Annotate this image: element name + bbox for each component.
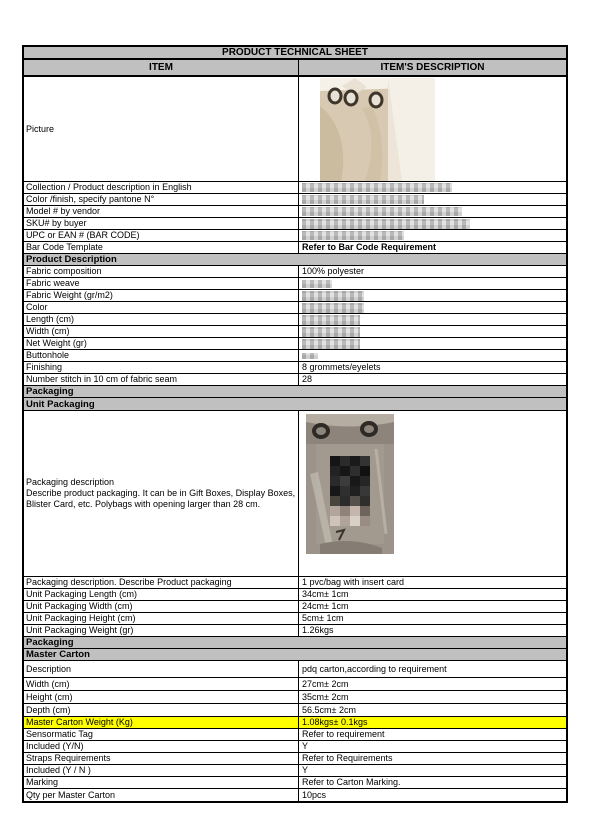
field-value-cell bbox=[299, 589, 566, 600]
field-label: Unit Packaging Height (cm) bbox=[24, 613, 299, 624]
field-value: 27cm± 2cm bbox=[302, 678, 349, 689]
field-value-cell bbox=[299, 218, 566, 229]
field-value-cell bbox=[299, 182, 566, 193]
field-value: 1.08kgs± 0.1kgs bbox=[302, 717, 368, 727]
field-label: Straps Requirements bbox=[24, 753, 299, 764]
section-packaging-1 bbox=[24, 386, 566, 398]
field-value-cell bbox=[299, 278, 566, 289]
model-row bbox=[24, 206, 566, 218]
field-value: Refer to Requirements bbox=[302, 753, 393, 763]
sheet-title: PRODUCT TECHNICAL SHEET bbox=[222, 47, 368, 58]
field-label: Included (Y / N ) bbox=[24, 765, 299, 776]
field-label: Unit Packaging Width (cm) bbox=[24, 601, 299, 612]
field-value-cell bbox=[299, 717, 566, 728]
field-label: Width (cm) bbox=[24, 678, 299, 690]
field-value-cell bbox=[299, 77, 566, 181]
field-label: Sensormatic Tag bbox=[24, 729, 299, 740]
field-label: Length (cm) bbox=[24, 314, 299, 325]
section-packaging-2 bbox=[24, 637, 566, 649]
field-value-cell bbox=[299, 362, 566, 373]
field-label: Color /finish, specify pantone N° bbox=[24, 194, 299, 205]
section-label: Master Carton bbox=[26, 649, 90, 660]
field-value-cell bbox=[299, 741, 566, 752]
field-value-cell bbox=[299, 789, 566, 801]
included-1-row bbox=[24, 741, 566, 753]
packaging-photo bbox=[306, 414, 394, 554]
fabric-weight-row bbox=[24, 290, 566, 302]
redacted-value-block bbox=[302, 339, 360, 349]
field-label: Master Carton Weight (Kg) bbox=[24, 717, 299, 728]
fabric-weave-row bbox=[24, 278, 566, 290]
redacted-value-block bbox=[302, 303, 364, 313]
width-row bbox=[24, 326, 566, 338]
field-label: Fabric composition bbox=[24, 266, 299, 277]
field-label: Qty per Master Carton bbox=[24, 789, 299, 801]
length-row bbox=[24, 314, 566, 326]
field-label: Fabric weave bbox=[24, 278, 299, 289]
field-label: Depth (cm) bbox=[24, 704, 299, 716]
field-label bbox=[24, 411, 299, 576]
field-label: Net Weight (gr) bbox=[24, 338, 299, 349]
field-value: Y bbox=[302, 741, 309, 751]
field-value-cell bbox=[299, 374, 566, 385]
net-weight-row bbox=[24, 338, 566, 350]
field-value-cell bbox=[299, 777, 566, 788]
field-label: Collection / Product description in English bbox=[24, 182, 299, 193]
redacted-value-block bbox=[302, 219, 470, 229]
field-value: 34cm± 1cm bbox=[302, 589, 349, 599]
field-value: 1 pvc/bag with insert card bbox=[302, 577, 405, 587]
redacted-value-block bbox=[302, 353, 318, 359]
field-label-line: Packaging description bbox=[26, 477, 115, 487]
barcode-template-row bbox=[24, 242, 566, 254]
field-value-cell bbox=[299, 266, 566, 277]
field-value-cell bbox=[299, 765, 566, 776]
field-label: Unit Packaging Weight (gr) bbox=[24, 625, 299, 636]
field-value-cell bbox=[299, 691, 566, 703]
field-value-cell bbox=[299, 678, 566, 690]
field-label-lines bbox=[26, 477, 296, 510]
mc-description-row bbox=[24, 661, 566, 678]
field-label: Fabric Weight (gr/m2) bbox=[24, 290, 299, 301]
mc-width-row bbox=[24, 678, 566, 691]
field-label: Description bbox=[24, 661, 299, 677]
sheet-title-row bbox=[24, 47, 566, 60]
column-header-row bbox=[24, 60, 566, 77]
field-label: Width (cm) bbox=[24, 326, 299, 337]
section-label: Product Description bbox=[26, 254, 117, 265]
field-label: Unit Packaging Length (cm) bbox=[24, 589, 299, 600]
field-label: Buttonhole bbox=[24, 350, 299, 361]
field-value-cell bbox=[299, 661, 566, 677]
section-product-description bbox=[24, 254, 566, 266]
redacted-value-block bbox=[302, 195, 424, 204]
mc-height-row bbox=[24, 691, 566, 704]
color-finish-row bbox=[24, 194, 566, 206]
field-value: 100% polyester bbox=[302, 266, 365, 276]
picture-row bbox=[24, 77, 566, 182]
field-value: 8 grommets/eyelets bbox=[302, 362, 381, 372]
product-technical-sheet-table bbox=[22, 45, 568, 803]
unit-length-row bbox=[24, 589, 566, 601]
section-label: Packaging bbox=[26, 386, 74, 397]
column-header-item: ITEM bbox=[24, 60, 299, 75]
field-value: pdq carton,according to requirement bbox=[302, 663, 447, 674]
field-value: 5cm± 1cm bbox=[302, 613, 344, 623]
field-value: Refer to requirement bbox=[302, 729, 385, 739]
unit-width-row bbox=[24, 601, 566, 613]
unit-height-row bbox=[24, 613, 566, 625]
field-value: Y bbox=[302, 765, 309, 775]
upc-row bbox=[24, 230, 566, 242]
field-label: SKU# by buyer bbox=[24, 218, 299, 229]
field-value: Refer to Carton Marking. bbox=[302, 777, 401, 787]
stitch-count-row bbox=[24, 374, 566, 386]
field-value-cell bbox=[299, 290, 566, 301]
field-value: 28 bbox=[302, 374, 313, 384]
field-value: 56.5cm± 2cm bbox=[302, 704, 356, 715]
field-value-cell bbox=[299, 314, 566, 325]
qty-row bbox=[24, 789, 566, 801]
field-label: Finishing bbox=[24, 362, 299, 373]
field-label: Color bbox=[24, 302, 299, 313]
field-value-cell bbox=[299, 350, 566, 361]
pixelated-insert-card bbox=[330, 456, 370, 526]
section-label: Packaging bbox=[26, 637, 74, 648]
field-value-cell bbox=[299, 242, 566, 253]
field-label: Packaging description. Describe Product packaging bbox=[24, 577, 299, 588]
field-label-line: Describe product packaging. It can be in Gift Boxes, Display Boxes, Blister Card, etc. Polybags with opening larger than 28 cm. bbox=[26, 488, 296, 509]
included-2-row bbox=[24, 765, 566, 777]
packaging-description-row bbox=[24, 411, 566, 577]
section-master-carton bbox=[24, 649, 566, 661]
field-value-cell bbox=[299, 194, 566, 205]
redacted-value-block bbox=[302, 327, 360, 337]
field-value-cell bbox=[299, 338, 566, 349]
field-value: 1.26kgs bbox=[302, 625, 334, 635]
field-value: 24cm± 1cm bbox=[302, 601, 349, 611]
finishing-row bbox=[24, 362, 566, 374]
redacted-value-block bbox=[302, 183, 452, 192]
marking-row bbox=[24, 777, 566, 789]
field-value-cell bbox=[299, 326, 566, 337]
field-value: Refer to Bar Code Requirement bbox=[302, 242, 437, 252]
field-label: Height (cm) bbox=[24, 691, 299, 703]
field-value-cell bbox=[299, 601, 566, 612]
redacted-value-block bbox=[302, 280, 332, 288]
field-value-cell bbox=[299, 206, 566, 217]
field-label: Model # by vendor bbox=[24, 206, 299, 217]
unit-weight-row bbox=[24, 625, 566, 637]
field-label: Picture bbox=[24, 77, 299, 181]
field-value-cell bbox=[299, 753, 566, 764]
field-value-cell bbox=[299, 704, 566, 716]
field-value: 10pcs bbox=[302, 789, 327, 800]
product-photo bbox=[320, 78, 435, 181]
field-value-cell bbox=[299, 302, 566, 313]
color-row bbox=[24, 302, 566, 314]
section-unit-packaging bbox=[24, 398, 566, 411]
field-value-cell bbox=[299, 230, 566, 241]
field-label: Number stitch in 10 cm of fabric seam bbox=[24, 374, 299, 385]
field-value-cell bbox=[299, 625, 566, 636]
redacted-value-block bbox=[302, 315, 360, 325]
fabric-composition-row bbox=[24, 266, 566, 278]
field-value-cell bbox=[299, 577, 566, 588]
field-value-cell bbox=[299, 613, 566, 624]
column-header-items-description: ITEM'S DESCRIPTION bbox=[380, 62, 485, 73]
field-value-cell bbox=[299, 729, 566, 740]
collection-row bbox=[24, 182, 566, 194]
section-label: Unit Packaging bbox=[26, 398, 95, 410]
packaging-desc-value-row bbox=[24, 577, 566, 589]
field-label: Bar Code Template bbox=[24, 242, 299, 253]
redacted-value-block bbox=[302, 231, 404, 240]
field-label: Included (Y/N) bbox=[24, 741, 299, 752]
mc-weight-row bbox=[24, 717, 566, 729]
redacted-value-block bbox=[302, 291, 364, 301]
buttonhole-row bbox=[24, 350, 566, 362]
mc-depth-row bbox=[24, 704, 566, 717]
field-label: UPC or EAN # (BAR CODE) bbox=[24, 230, 299, 241]
redacted-value-block bbox=[302, 207, 462, 216]
field-label: Marking bbox=[24, 777, 299, 788]
straps-row bbox=[24, 753, 566, 765]
field-value: 35cm± 2cm bbox=[302, 691, 349, 702]
sensormatic-row bbox=[24, 729, 566, 741]
sku-row bbox=[24, 218, 566, 230]
field-value-cell bbox=[299, 411, 566, 576]
